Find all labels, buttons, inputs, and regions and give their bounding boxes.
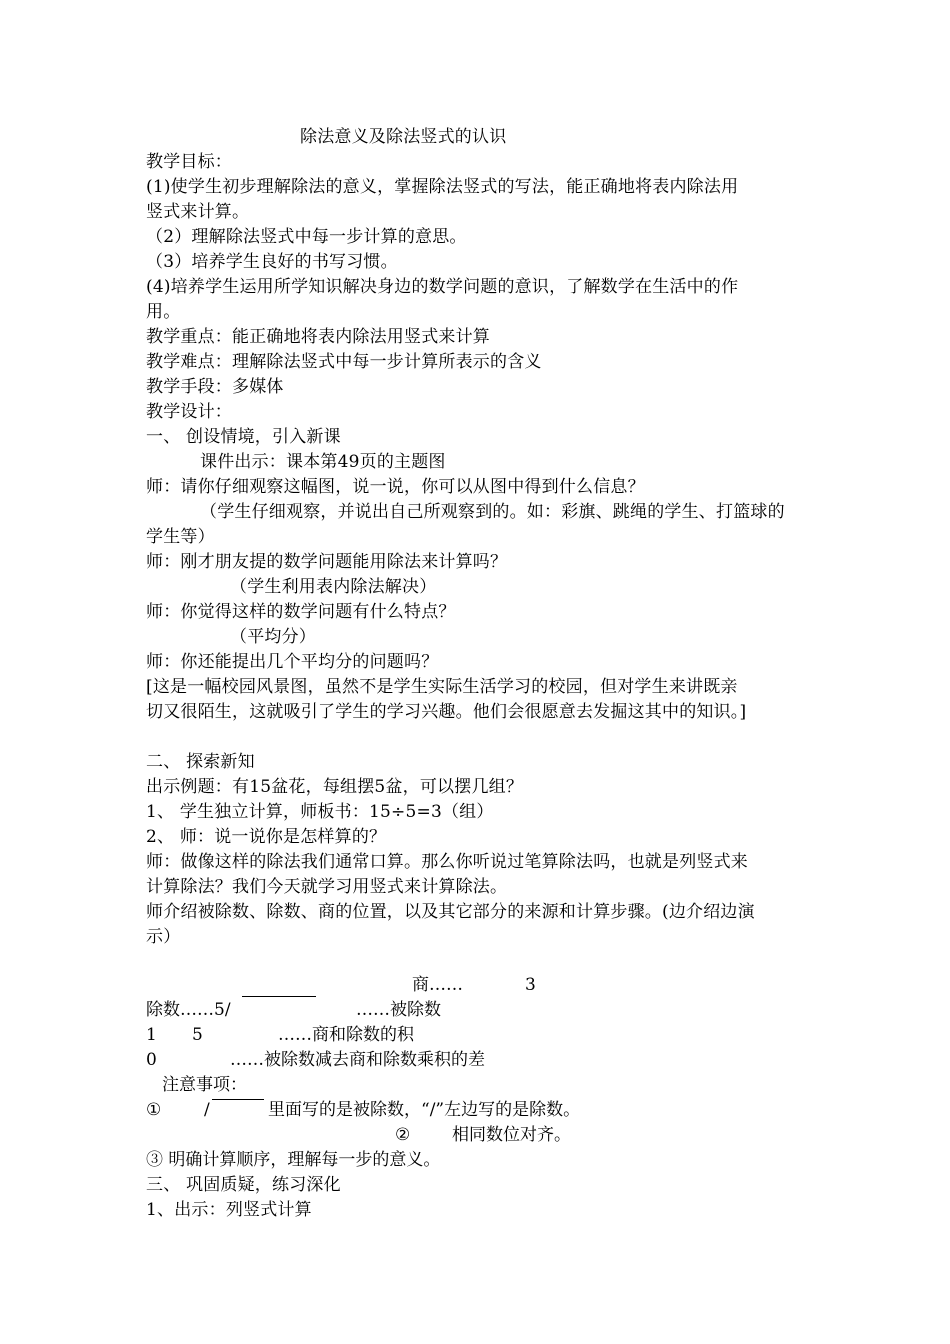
difficulty: 教学难点：理解除法竖式中每一步计算所表示的含义 (146, 352, 542, 372)
courseware-line: 课件出示：课本第49页的主题图 (200, 452, 446, 472)
commentary-1-cont: 切又很陌生，这就吸引了学生的学习兴趣。他们会很愿意去发掘这其中的知识。] (146, 702, 747, 722)
student-response-1: （学生仔细观察，并说出自己所观察到的。如：彩旗、跳绳的学生、打篮球的 (200, 502, 785, 522)
note-2-text: 相同数位对齐。 (452, 1125, 571, 1145)
quotient-label: 商…… (412, 975, 463, 995)
teacher-line-4: 师：你还能提出几个平均分的问题吗？ (146, 652, 439, 672)
remainder-digit: 0 (146, 1050, 157, 1070)
teaching-means: 教学手段：多媒体 (146, 377, 284, 397)
objective-4-cont: 用。 (146, 302, 181, 322)
objective-1-cont: 竖式来计算。 (146, 202, 250, 222)
step-2: 2、 师：说一说你是怎样算的？ (146, 827, 387, 847)
objective-1: (1)使学生初步理解除法的意义，掌握除法竖式的写法，能正确地将表内除法用 (146, 177, 739, 197)
teacher-line-5-cont: 计算除法？我们今天就学习用竖式来计算除法。 (146, 877, 508, 897)
objective-2: （2）理解除法竖式中每一步计算的意思。 (146, 227, 467, 247)
teacher-line-5: 师：做像这样的除法我们通常口算。那么你听说过笔算除法吗，也就是列竖式来 (146, 852, 748, 872)
quotient-value: 3 (525, 975, 536, 995)
note-1-slash: / (204, 1100, 210, 1120)
section-2-heading: 二、 探索新知 (146, 752, 255, 772)
note-2-mark: ② (395, 1125, 411, 1145)
teacher-line-6: 师介绍被除数、除数、商的位置，以及其它部分的来源和计算步骤。(边介绍边演 (146, 902, 755, 922)
notes-heading: 注意事项： (162, 1075, 247, 1095)
teacher-line-3: 师：你觉得这样的数学问题有什么特点？ (146, 602, 456, 622)
note-1-bracket-line (212, 1099, 264, 1100)
product-label: ……商和除数的积 (278, 1025, 414, 1045)
note-1-mark: ① (146, 1100, 162, 1120)
teacher-line-1: 师：请你仔细观察这幅图，说一说，你可以从图中得到什么信息？ (146, 477, 645, 497)
student-response-2: （学生利用表内除法解决） (230, 577, 437, 597)
product-digit-1: 1 (146, 1025, 157, 1045)
example-problem: 出示例题：有15盆花，每组摆5盆，可以摆几组？ (146, 777, 524, 797)
objective-4: (4)培养学生运用所学知识解决身边的数学问题的意识，了解数学在生活中的作 (146, 277, 739, 297)
student-response-3: （平均分） (230, 627, 316, 647)
section-1-heading: 一、 创设情境，引入新课 (146, 427, 341, 447)
product-digit-2: 5 (192, 1025, 203, 1045)
heading-objectives: 教学目标： (146, 152, 232, 172)
objective-3: （3）培养学生良好的书写习惯。 (146, 252, 398, 272)
note-3: ③ 明确计算顺序，理解每一步的意义。 (146, 1150, 441, 1170)
teacher-line-6-cont: 示） (146, 927, 181, 947)
doc-title: 除法意义及除法竖式的认识 (300, 127, 507, 147)
teacher-line-2: 师：刚才朋友提的数学问题能用除法来计算吗？ (146, 552, 508, 572)
section-3-heading: 三、 巩固质疑，练习深化 (146, 1175, 341, 1195)
dividend-label: ……被除数 (356, 1000, 441, 1020)
note-1-text: 里面写的是被除数，“/”左边写的是除数。 (268, 1100, 581, 1120)
student-response-1-cont: 学生等） (146, 527, 215, 547)
heading-design: 教学设计： (146, 402, 232, 422)
key-point: 教学重点：能正确地将表内除法用竖式来计算 (146, 327, 490, 347)
division-bracket-line (242, 996, 316, 997)
commentary-1: [这是一幅校园风景图，虽然不是学生实际生活学习的校园，但对学生来讲既亲 (146, 677, 738, 697)
divisor-label: 除数……5/ (146, 1000, 231, 1020)
remainder-label: ……被除数减去商和除数乘积的差 (230, 1050, 485, 1070)
step-1: 1、 学生独立计算，师板书：15÷5=3（组） (146, 802, 494, 822)
exercise-1: 1、出示：列竖式计算 (146, 1200, 312, 1220)
